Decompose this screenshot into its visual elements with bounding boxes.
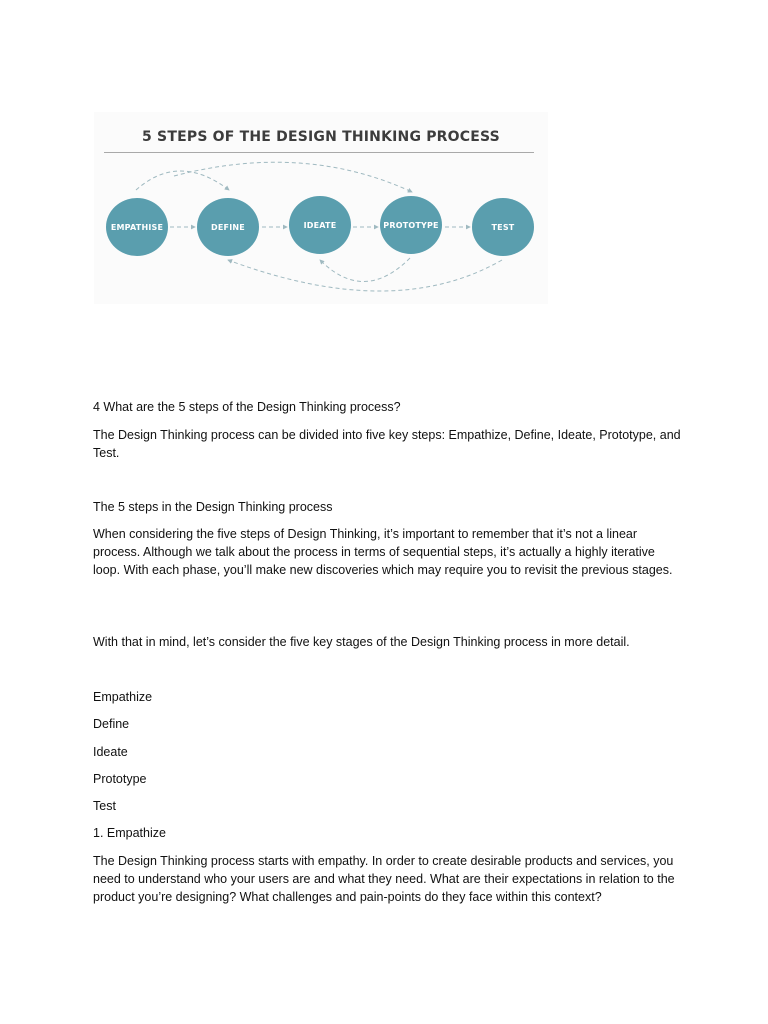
intro-paragraph: The Design Thinking process can be divided into five key steps: Empathize, Define, Ideate, Prototype, and Test.: [93, 428, 681, 460]
section-text-empathize: The Design Thinking process starts with empathy. In order to create desirable products and services, you need to understand who your users are and what they need. What are their expectations in relation to the product you’re designing? What challenges and pain-points do they face within this context?: [93, 854, 675, 904]
list-item-ideate: Ideate: [93, 745, 128, 759]
list-item-test: Test: [93, 799, 116, 813]
design-thinking-diagram: [94, 112, 548, 304]
step-empathise: EMPATHISE: [106, 198, 168, 256]
diagram-title: 5 STEPS OF THE DESIGN THINKING PROCESS: [142, 129, 500, 145]
step-ideate: IDEATE: [289, 196, 351, 254]
paragraph-more-detail: With that in mind, let’s consider the five key stages of the Design Thinking process in more detail.: [93, 635, 630, 649]
arrow-prototype-to-ideate-bottom: [320, 258, 410, 282]
list-item-empathize: Empathize: [93, 690, 153, 704]
section-title-empathize: 1. Empathize: [93, 826, 166, 840]
step-define: DEFINE: [197, 198, 259, 256]
arrow-define-to-prototype-top: [174, 162, 412, 192]
step-prototype: PROTOTYPE: [380, 196, 442, 254]
question-heading: 4 What are the 5 steps of the Design Thinking process?: [93, 400, 401, 414]
subheading: The 5 steps in the Design Thinking process: [93, 500, 333, 514]
paragraph-linear-process: When considering the five steps of Design Thinking, it’s important to remember that it’s not a linear process. Although we talk about the process in terms of sequential steps, it’s actually a highly iterative loop. With each phase, you’ll make new discoveries which may require you to revisit the previous stages.: [93, 527, 673, 577]
step-test: TEST: [472, 198, 534, 256]
list-item-prototype: Prototype: [93, 772, 147, 786]
list-item-define: Define: [93, 717, 130, 731]
arrow-test-to-define-bottom: [228, 260, 502, 291]
